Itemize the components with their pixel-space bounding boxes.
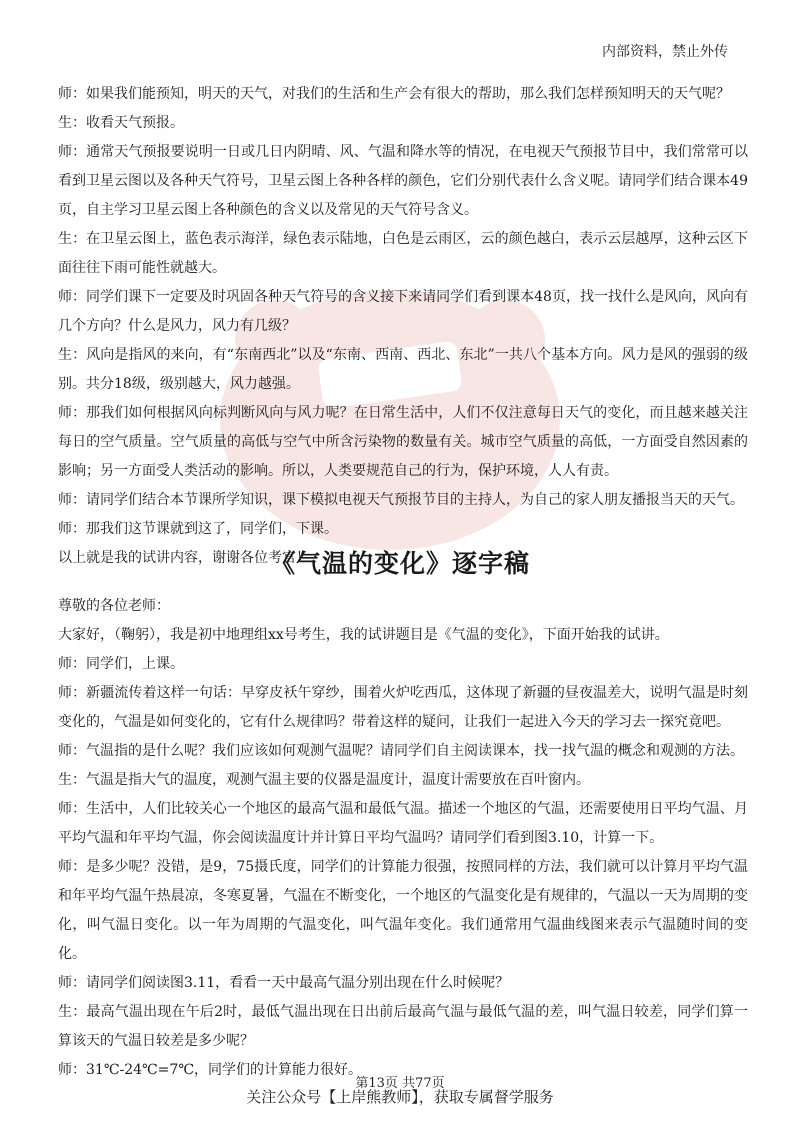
- footer-promo-note: 关注公众号【上岸熊教师】，获取专属督学服务: [246, 1088, 554, 1106]
- paragraph: 大家好，（鞠躬），我是初中地理组xx号考生，我的试讲题目是《气温的变化》，下面开始我的试讲。: [58, 627, 669, 643]
- paragraph: 生：在卫星云图上，蓝色表示海洋，绿色表示陆地，白色是云雨区，云的颜色越白，表示云层越厚，这种云区下面往往下雨可能性就越大。: [58, 231, 748, 276]
- page-number: 第13页 共77页: [355, 1076, 445, 1091]
- header-confidential-note: 内部资料，禁止外传: [602, 44, 728, 60]
- dialogue-part-1: [58, 80, 748, 573]
- paragraph: 师：生活中，人们比较关心一个地区的最高气温和最低气温。描述一个地区的气温，还需要使用日平均气温、月平均气温和年平均气温，你会阅读温度计并计算日平均气温吗？请同学们看到图3.10，计算一下。: [58, 801, 748, 846]
- section-title: 《气温的变化》逐字稿: [269, 549, 530, 578]
- dialogue-part-2: [58, 592, 748, 1085]
- paragraph: 师：那我们如何根据风向标判断风向与风力呢？在日常生活中，人们不仅注意每日天气的变化，而且越来越关注每日的空气质量。空气质量的高低与空气中所含污染物的数量有关。城市空气质量的高低，一方面受自然因素的影响；另一方面受人类活动的影响。所以，人类要规范自己的行为，保护环境，人人有责。: [58, 405, 748, 479]
- paragraph: 生：风向是指风的来向，有“东南西北”以及“东南、西南、西北、东北”一共八个基本方向。风力是风的强弱的级别。共分18级，级别越大，风力越强。: [58, 347, 748, 392]
- paragraph: 生：最高气温出现在午后2时，最低气温出现在日出前后最高气温与最低气温的差，叫气温日较差，同学们算一算该天的气温日较差是多少呢？: [58, 1004, 748, 1049]
- paragraph: 尊敬的各位老师：: [58, 598, 170, 614]
- paragraph: 师：通常天气预报要说明一日或几日内阴晴、风、气温和降水等的情况，在电视天气预报节目中，我们常常可以看到卫星云图以及各种天气符号，卫星云图上各种各样的颜色，它们分别代表什么含义呢。请同学们结合课本49页，自主学习卫星云图上各种颜色的含义以及常见的天气符号含义。: [58, 144, 748, 218]
- paragraph: 师：请同学们结合本节课所学知识，课下模拟电视天气预报节目的主持人，为自己的家人朋友播报当天的天气。: [58, 492, 744, 508]
- paragraph: 师：请同学们阅读图3.11，看看一天中最高气温分别出现在什么时候呢？: [58, 975, 510, 991]
- paragraph: 生：收看天气预报。: [58, 115, 184, 131]
- paragraph: 以上就是我的试讲内容，谢谢各位考官！: [58, 550, 310, 566]
- paragraph: 师：新疆流传着这样一句话：早穿皮袄午穿纱，围着火炉吃西瓜，这体现了新疆的昼夜温差大，说明气温是时刻变化的，气温是如何变化的，它有什么规律吗？带着这样的疑问，让我们一起进入今天的学习去一探究竟吧。: [58, 685, 748, 730]
- top-faded-banner: [250, 6, 550, 22]
- paragraph: 师：是多少呢？没错，是9，75摄氏度，同学们的计算能力很强，按照同样的方法，我们就可以计算月平均气温和年平均气温午热晨凉，冬寒夏暑，气温在不断变化，一个地区的气温变化是有规律的，气温以一天为周期的变化，叫气温日变化。以一年为周期的气温变化，叫气温年变化。我们通常用气温曲线图来表示气温随时间的变化。: [58, 859, 748, 962]
- paragraph: 师：气温指的是什么呢？我们应该如何观测气温呢？请同学们自主阅读课本，找一找气温的概念和观测的方法。: [58, 743, 744, 759]
- paragraph: 师：如果我们能预知，明天的天气，对我们的生活和生产会有很大的帮助，那么我们怎样预知明天的天气呢？: [58, 86, 730, 102]
- paragraph: 师：同学们，上课。: [58, 656, 184, 672]
- paragraph: 师：同学们课下一定要及时巩固各种天气符号的含义接下来请同学们看到课本48页，找一找什么是风向，风向有几个方向？什么是风力，风力有几级？: [58, 289, 748, 334]
- paragraph: 生：气温是指大气的温度，观测气温主要的仪器是温度计，温度计需要放在百叶窗内。: [58, 772, 590, 788]
- paragraph: 师：31℃-24℃=7℃，同学们的计算能力很好。: [58, 1062, 362, 1078]
- paragraph: 师：那我们这节课就到这了，同学们，下课。: [58, 521, 338, 537]
